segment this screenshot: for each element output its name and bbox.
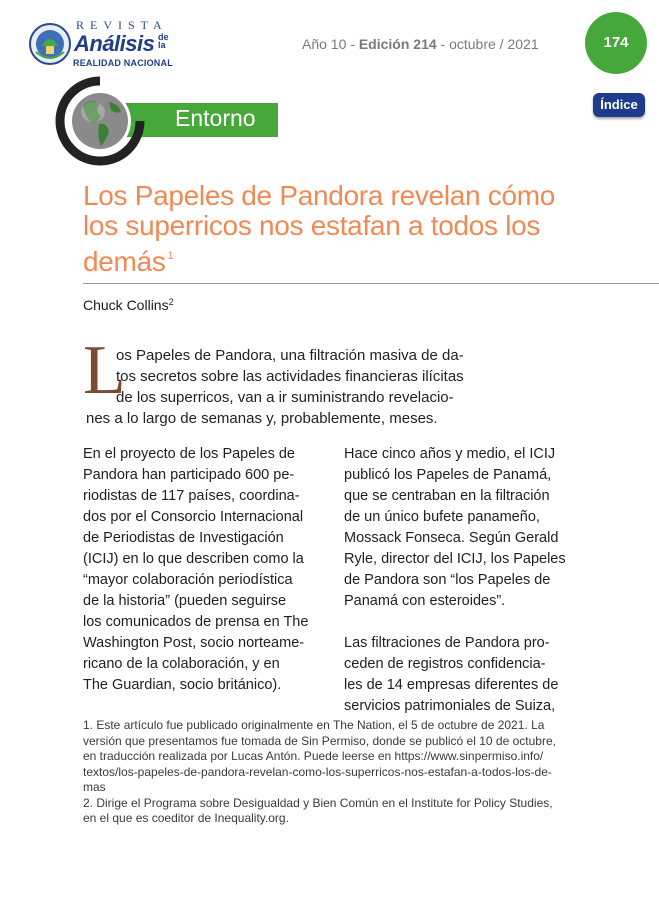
body-line: servicios patrimoniales de Suiza, [344, 698, 556, 714]
lead-line: tos secretos sobre las actividades financieras ilícitas [116, 368, 464, 385]
footnote-line: 2. Dirige el Programa sobre Desigualdad y Bien Común en el Institute for Policy Studies, [83, 795, 553, 810]
footnote-line: 1. Este artículo fue publicado originalmente en The Nation, el 5 de octubre de 2021. La [83, 718, 545, 732]
issue-separator: - [346, 36, 359, 52]
lead-paragraph [86, 345, 471, 429]
footnote-line: en el que es coeditor de Inequality.org. [83, 811, 289, 825]
body-line: de la historia” (pueden seguirse [83, 593, 287, 609]
issue-info [302, 36, 539, 52]
issue-edition: Edición 214 [358, 36, 437, 52]
globe-icon [55, 76, 145, 166]
logo-analisis: Análisis [74, 31, 155, 56]
body-line: Washington Post, socio norteame- [83, 635, 305, 651]
footnote-line: versión que presentamos fue tomada de Sin Permiso, donde se publicó el 10 de octubre, [83, 733, 556, 748]
issue-separator: - [436, 36, 450, 52]
body-line: Ryle, director del ICIJ, los Papeles [344, 551, 566, 567]
title-footnote-ref[interactable]: 1 [167, 250, 174, 262]
body-line: En el proyecto de los Papeles de [83, 446, 295, 462]
drop-cap: L [83, 332, 126, 409]
author-footnote-ref[interactable]: 2 [168, 297, 174, 307]
lead-line: de los superricos, van a ir suministrando revelacio- [116, 389, 454, 406]
body-line: (ICIJ) en lo que describen como la [83, 551, 304, 567]
lead-line: os Papeles de Pandora, una filtración masiva de da- [116, 347, 464, 364]
body-column-2 [344, 444, 580, 717]
body-line: les de 14 empresas diferentes de [344, 677, 559, 693]
title-line: Los Papeles de Pandora revelan cómo [83, 180, 556, 211]
body-line: Hace cinco años y medio, el ICIJ [344, 446, 556, 462]
body-line: riodistas de 117 países, coordina- [83, 488, 300, 504]
body-line: Pandora han participado 600 pe- [83, 467, 295, 483]
author-text: Chuck Collins [83, 297, 169, 313]
footnote-line: en traducción realizada por Lucas Antón. Puede leerse en https://www.sinpermiso.info/ [83, 749, 544, 763]
paragraph-spacer [344, 612, 580, 633]
logo-realidad-nacional: REALIDAD NACIONAL [73, 58, 173, 68]
title-divider [83, 283, 659, 284]
author-name [83, 297, 174, 313]
body-line: de Pandora son “los Papeles de [344, 572, 551, 588]
lead-line: nes a lo largo de semanas y, probablemente, meses. [86, 410, 438, 427]
issue-date: octubre / 2021 [449, 36, 539, 52]
logo-emblem-icon [28, 22, 72, 66]
body-line: los comunicados de prensa en The [83, 614, 309, 630]
body-line: Panamá con esteroides”. [344, 593, 506, 609]
logo-de-la: de la [158, 32, 169, 50]
footnote-line: textos/los-papeles-de-pandora-revelan-como-los-superricos-nos-estafan-a-todos-los-de- [83, 764, 552, 779]
body-line: Mossack Fonseca. Según Gerald [344, 530, 559, 546]
section-label: Entorno [175, 105, 256, 131]
footnotes [83, 718, 583, 827]
body-line: publicó los Papeles de Panamá, [344, 467, 552, 483]
body-line: Las filtraciones de Pandora pro- [344, 635, 550, 651]
body-line: que se centraban en la filtración [344, 488, 550, 504]
article-title [83, 181, 603, 277]
indice-button[interactable]: Índice [593, 93, 645, 117]
body-line: ricano de la colaboración, y en [83, 656, 280, 672]
body-line: ceden de registros confidencia- [344, 656, 546, 672]
body-line: “mayor colaboración periodística [83, 572, 293, 588]
issue-year: Año 10 [302, 36, 347, 52]
body-line: dos por el Consorcio Internacional [83, 509, 304, 525]
footnote-line: mas [83, 780, 106, 794]
page-number-badge: 174 [585, 12, 647, 74]
body-line: de Periodistas de Investigación [83, 530, 284, 546]
title-line: demás [83, 246, 166, 277]
logo-revista: REVISTA [76, 18, 168, 32]
body-line: The Guardian, socio británico). [83, 677, 282, 693]
title-line: los superricos nos estafan a todos los [83, 210, 541, 241]
body-column-1 [83, 444, 316, 696]
body-line: de un único bufete panameño, [344, 509, 540, 525]
